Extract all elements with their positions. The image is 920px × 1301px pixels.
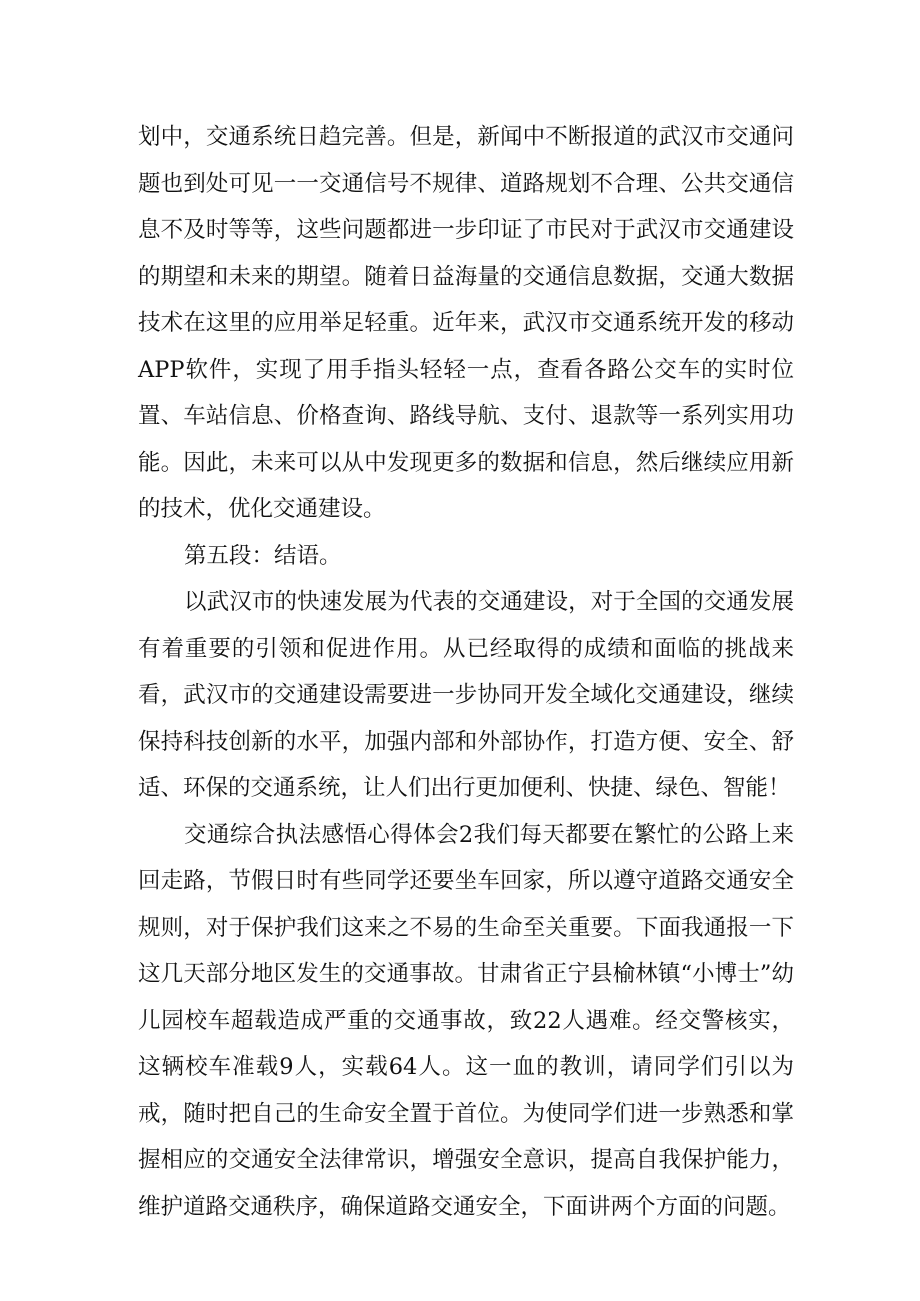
paragraph-conclusion: 以武汉市的快速发展为代表的交通建设，对于全国的交通发展有着重要的引领和促进作用。从已经取得的成绩和面临的挑战来看，武汉市的交通建设需要进一步协同开发全域化交通建设，继续保持科技创新的水平，加强内部和外部协作，打造方便、安全、舒适、环保的交通系统，让人们出行更加便利、快捷、绿色、智能！ — [138, 589, 794, 801]
section-heading-conclusion: 第五段：结语。 — [184, 542, 342, 569]
paragraph-essay-2: 交通综合执法感悟心得体会2我们每天都要在繁忙的公路上来回走路，节假日时有些同学还要坐车回家，所以遵守道路交通安全规则，对于保护我们这来之不易的生命至关重要。下面我通报一下这几天部分地区发生的交通事故。甘肃省正宁县榆林镇“小博士”幼儿园校车超载造成严重的交通事故，致22人遇难。经交警核实，这辆校车准载9人，实载64人。这一血的教训，请同学们引以为戒，随时把自己的生命安全置于首位。为使同学们进一步熟悉和掌握相应的交通安全法律常识，增强安全意识，提高自我保护能力，维护道路交通秩序，确保道路交通安全，下面讲两个方面的问题。 — [138, 821, 794, 1220]
document-page — [138, 114, 794, 1230]
paragraph-continuation: 划中，交通系统日趋完善。但是，新闻中不断报道的武汉市交通问题也到处可见一一交通信号不规律、道路规划不合理、公共交通信息不及时等等，这些问题都进一步印证了市民对于武汉市交通建设的期望和未来的期望。随着日益海量的交通信息数据，交通大数据技术在这里的应用举足轻重。近年来，武汉市交通系统开发的移动APP软件，实现了用手指头轻轻一点，查看各路公交车的实时位置、车站信息、价格查询、路线导航、支付、退款等一系列实用功能。因此，未来可以从中发现更多的数据和信息，然后继续应用新的技术，优化交通建设。 — [138, 124, 794, 522]
